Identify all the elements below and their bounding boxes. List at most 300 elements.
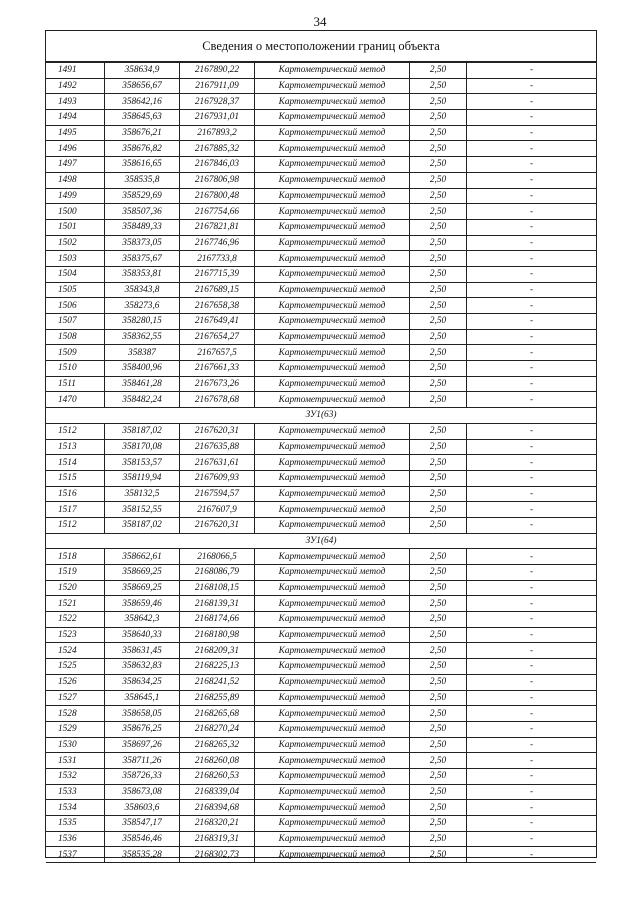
x-coordinate-cell: 358362,55 <box>105 329 180 345</box>
description-cell: - <box>467 141 597 157</box>
method-cell: Картометрический метод <box>255 392 410 408</box>
point-number-cell: 1512 <box>46 423 105 439</box>
precision-cell: 2,50 <box>410 517 467 533</box>
precision-cell: 2,50 <box>410 423 467 439</box>
description-cell: - <box>467 800 597 816</box>
x-coordinate-cell: 358132,5 <box>105 486 180 502</box>
point-number-cell: 1497 <box>46 157 105 173</box>
description-cell: - <box>467 423 597 439</box>
point-number-cell: 1498 <box>46 172 105 188</box>
y-coordinate-cell: 2168260,08 <box>180 753 255 769</box>
x-coordinate-cell: 358187,02 <box>105 517 180 533</box>
precision-cell: 2,50 <box>410 141 467 157</box>
x-coordinate-cell: 358187,02 <box>105 423 180 439</box>
point-number-cell: 1501 <box>46 219 105 235</box>
table-row <box>46 768 596 784</box>
method-cell: Картометрический метод <box>255 753 410 769</box>
precision-cell: 2,50 <box>410 314 467 330</box>
precision-cell: 2,50 <box>410 565 467 581</box>
x-coordinate-cell: 358673,08 <box>105 784 180 800</box>
description-cell: - <box>467 612 597 628</box>
x-coordinate-cell: 358631,45 <box>105 643 180 659</box>
point-number-cell: 1515 <box>46 470 105 486</box>
point-number-cell: 1535 <box>46 816 105 832</box>
x-coordinate-cell: 358656,67 <box>105 78 180 94</box>
table-row <box>46 659 596 675</box>
point-number-cell: 1533 <box>46 784 105 800</box>
table-row <box>46 94 596 110</box>
precision-cell: 2,50 <box>410 659 467 675</box>
precision-cell: 2,50 <box>410 78 467 94</box>
description-cell: - <box>467 125 597 141</box>
method-cell: Картометрический метод <box>255 235 410 251</box>
section-label-row <box>46 533 596 549</box>
description-cell: - <box>467 266 597 282</box>
x-coordinate-cell: 358676,21 <box>105 125 180 141</box>
x-coordinate-cell: 358170,08 <box>105 439 180 455</box>
table-row <box>46 643 596 659</box>
x-coordinate-cell: 358669,25 <box>105 565 180 581</box>
method-cell: Картометрический метод <box>255 659 410 675</box>
precision-cell: 2,50 <box>410 486 467 502</box>
x-coordinate-cell: 358529,69 <box>105 188 180 204</box>
method-cell: Картометрический метод <box>255 847 410 863</box>
x-coordinate-cell: 358659,46 <box>105 596 180 612</box>
table-row <box>46 439 596 455</box>
point-number-cell: 1511 <box>46 376 105 392</box>
method-cell: Картометрический метод <box>255 627 410 643</box>
table-row <box>46 298 596 314</box>
y-coordinate-cell: 2168394,68 <box>180 800 255 816</box>
y-coordinate-cell: 2167911,09 <box>180 78 255 94</box>
method-cell: Картометрический метод <box>255 141 410 157</box>
precision-cell: 2,50 <box>410 737 467 753</box>
point-number-cell: 1500 <box>46 204 105 220</box>
x-coordinate-cell: 358711,26 <box>105 753 180 769</box>
table-row <box>46 251 596 267</box>
y-coordinate-cell: 2167609,93 <box>180 470 255 486</box>
x-coordinate-cell: 358645,1 <box>105 690 180 706</box>
method-cell: Картометрический метод <box>255 63 410 79</box>
precision-cell: 2,50 <box>410 721 467 737</box>
method-cell: Картометрический метод <box>255 612 410 628</box>
y-coordinate-cell: 2168319,31 <box>180 831 255 847</box>
y-coordinate-cell: 2168320,21 <box>180 816 255 832</box>
description-cell: - <box>467 282 597 298</box>
description-cell: - <box>467 502 597 518</box>
x-coordinate-cell: 358507,36 <box>105 204 180 220</box>
description-cell: - <box>467 439 597 455</box>
y-coordinate-cell: 2167635,88 <box>180 439 255 455</box>
description-cell: - <box>467 549 597 565</box>
x-coordinate-cell: 358119,94 <box>105 470 180 486</box>
y-coordinate-cell: 2168209,31 <box>180 643 255 659</box>
x-coordinate-cell: 358634,25 <box>105 674 180 690</box>
x-coordinate-cell: 358461,28 <box>105 376 180 392</box>
table-row <box>46 314 596 330</box>
y-coordinate-cell: 2168260,53 <box>180 768 255 784</box>
description-cell: - <box>467 345 597 361</box>
method-cell: Картометрический метод <box>255 94 410 110</box>
method-cell: Картометрический метод <box>255 721 410 737</box>
table-row <box>46 721 596 737</box>
method-cell: Картометрический метод <box>255 517 410 533</box>
method-cell: Картометрический метод <box>255 251 410 267</box>
table-row <box>46 282 596 298</box>
method-cell: Картометрический метод <box>255 376 410 392</box>
table-row <box>46 392 596 408</box>
boundary-table-frame <box>45 30 597 858</box>
table-row <box>46 627 596 643</box>
x-coordinate-cell: 358280,15 <box>105 314 180 330</box>
method-cell: Картометрический метод <box>255 455 410 471</box>
y-coordinate-cell: 2167733,8 <box>180 251 255 267</box>
point-number-cell: 1530 <box>46 737 105 753</box>
method-cell: Картометрический метод <box>255 329 410 345</box>
x-coordinate-cell: 358726,33 <box>105 768 180 784</box>
x-coordinate-cell: 358387 <box>105 345 180 361</box>
y-coordinate-cell: 2167649,41 <box>180 314 255 330</box>
y-coordinate-cell: 2168174,66 <box>180 612 255 628</box>
table-row <box>46 204 596 220</box>
method-cell: Картометрический метод <box>255 298 410 314</box>
table-row <box>46 706 596 722</box>
description-cell: - <box>467 784 597 800</box>
x-coordinate-cell: 358676,25 <box>105 721 180 737</box>
x-coordinate-cell: 358153,57 <box>105 455 180 471</box>
table-row <box>46 580 596 596</box>
point-number-cell: 1496 <box>46 141 105 157</box>
x-coordinate-cell: 358400,96 <box>105 361 180 377</box>
precision-cell: 2,50 <box>410 674 467 690</box>
precision-cell: 2,50 <box>410 219 467 235</box>
precision-cell: 2,50 <box>410 94 467 110</box>
description-cell: - <box>467 392 597 408</box>
table-row <box>46 361 596 377</box>
table-row <box>46 784 596 800</box>
table-row <box>46 455 596 471</box>
y-coordinate-cell: 2167678,68 <box>180 392 255 408</box>
description-cell: - <box>467 643 597 659</box>
x-coordinate-cell: 358634,9 <box>105 63 180 79</box>
y-coordinate-cell: 2167885,32 <box>180 141 255 157</box>
table-row <box>46 219 596 235</box>
y-coordinate-cell: 2167658,38 <box>180 298 255 314</box>
precision-cell: 2,50 <box>410 361 467 377</box>
description-cell: - <box>467 847 597 863</box>
description-cell: - <box>467 753 597 769</box>
table-row <box>46 596 596 612</box>
x-coordinate-cell: 358642,16 <box>105 94 180 110</box>
description-cell: - <box>467 314 597 330</box>
point-number-cell: 1518 <box>46 549 105 565</box>
precision-cell: 2,50 <box>410 455 467 471</box>
x-coordinate-cell: 358676,82 <box>105 141 180 157</box>
table-row <box>46 110 596 126</box>
y-coordinate-cell: 2168339,04 <box>180 784 255 800</box>
x-coordinate-cell: 358662,61 <box>105 549 180 565</box>
precision-cell: 2,50 <box>410 204 467 220</box>
precision-cell: 2,50 <box>410 768 467 784</box>
table-row <box>46 565 596 581</box>
precision-cell: 2,50 <box>410 706 467 722</box>
y-coordinate-cell: 2167620,31 <box>180 517 255 533</box>
method-cell: Картометрический метод <box>255 643 410 659</box>
point-number-cell: 1492 <box>46 78 105 94</box>
description-cell: - <box>467 157 597 173</box>
description-cell: - <box>467 235 597 251</box>
precision-cell: 2,50 <box>410 847 467 863</box>
x-coordinate-cell: 358375,67 <box>105 251 180 267</box>
method-cell: Картометрический метод <box>255 266 410 282</box>
description-cell: - <box>467 596 597 612</box>
method-cell: Картометрический метод <box>255 423 410 439</box>
coordinates-table-body <box>46 63 596 863</box>
x-coordinate-cell: 358546,46 <box>105 831 180 847</box>
method-cell: Картометрический метод <box>255 674 410 690</box>
description-cell: - <box>467 298 597 314</box>
method-cell: Картометрический метод <box>255 486 410 502</box>
description-cell: - <box>467 486 597 502</box>
precision-cell: 2,50 <box>410 784 467 800</box>
table-title: Сведения о местоположении границ объекта <box>46 31 596 62</box>
point-number-cell: 1537 <box>46 847 105 863</box>
point-number-cell: 1516 <box>46 486 105 502</box>
point-number-cell: 1532 <box>46 768 105 784</box>
x-coordinate-cell: 358373,05 <box>105 235 180 251</box>
description-cell: - <box>467 565 597 581</box>
point-number-cell: 1528 <box>46 706 105 722</box>
description-cell: - <box>467 455 597 471</box>
description-cell: - <box>467 831 597 847</box>
x-coordinate-cell: 358640,33 <box>105 627 180 643</box>
method-cell: Картометрический метод <box>255 314 410 330</box>
point-number-cell: 1523 <box>46 627 105 643</box>
precision-cell: 2,50 <box>410 502 467 518</box>
method-cell: Картометрический метод <box>255 800 410 816</box>
x-coordinate-cell: 358642,3 <box>105 612 180 628</box>
method-cell: Картометрический метод <box>255 219 410 235</box>
point-number-cell: 1526 <box>46 674 105 690</box>
precision-cell: 2,50 <box>410 643 467 659</box>
y-coordinate-cell: 2168086,79 <box>180 565 255 581</box>
point-number-cell: 1517 <box>46 502 105 518</box>
point-number-cell: 1512 <box>46 517 105 533</box>
precision-cell: 2,50 <box>410 345 467 361</box>
x-coordinate-cell: 358353,81 <box>105 266 180 282</box>
description-cell: - <box>467 816 597 832</box>
table-row <box>46 125 596 141</box>
y-coordinate-cell: 2167689,15 <box>180 282 255 298</box>
precision-cell: 2,50 <box>410 470 467 486</box>
y-coordinate-cell: 2167594,57 <box>180 486 255 502</box>
description-cell: - <box>467 361 597 377</box>
method-cell: Картометрический метод <box>255 282 410 298</box>
table-row <box>46 502 596 518</box>
method-cell: Картометрический метод <box>255 580 410 596</box>
method-cell: Картометрический метод <box>255 831 410 847</box>
table-row <box>46 831 596 847</box>
description-cell: - <box>467 580 597 596</box>
y-coordinate-cell: 2167657,5 <box>180 345 255 361</box>
y-coordinate-cell: 2167607,9 <box>180 502 255 518</box>
precision-cell: 2,50 <box>410 612 467 628</box>
y-coordinate-cell: 2167890,22 <box>180 63 255 79</box>
method-cell: Картометрический метод <box>255 125 410 141</box>
table-row <box>46 266 596 282</box>
table-row <box>46 517 596 533</box>
table-row <box>46 674 596 690</box>
y-coordinate-cell: 2168225,13 <box>180 659 255 675</box>
method-cell: Картометрический метод <box>255 737 410 753</box>
y-coordinate-cell: 2167673,26 <box>180 376 255 392</box>
precision-cell: 2,50 <box>410 596 467 612</box>
x-coordinate-cell: 358273,6 <box>105 298 180 314</box>
table-row <box>46 157 596 173</box>
x-coordinate-cell: 358632,83 <box>105 659 180 675</box>
point-number-cell: 1505 <box>46 282 105 298</box>
point-number-cell: 1491 <box>46 63 105 79</box>
y-coordinate-cell: 2168265,32 <box>180 737 255 753</box>
point-number-cell: 1534 <box>46 800 105 816</box>
y-coordinate-cell: 2167754,66 <box>180 204 255 220</box>
x-coordinate-cell: 358658,05 <box>105 706 180 722</box>
precision-cell: 2,50 <box>410 816 467 832</box>
method-cell: Картометрический метод <box>255 784 410 800</box>
point-number-cell: 1525 <box>46 659 105 675</box>
y-coordinate-cell: 2167928,37 <box>180 94 255 110</box>
description-cell: - <box>467 737 597 753</box>
description-cell: - <box>467 329 597 345</box>
method-cell: Картометрический метод <box>255 596 410 612</box>
point-number-cell: 1470 <box>46 392 105 408</box>
page-number: 34 <box>313 14 327 29</box>
method-cell: Картометрический метод <box>255 345 410 361</box>
precision-cell: 2,50 <box>410 188 467 204</box>
precision-cell: 2,50 <box>410 580 467 596</box>
y-coordinate-cell: 2167661,33 <box>180 361 255 377</box>
point-number-cell: 1494 <box>46 110 105 126</box>
description-cell: - <box>467 188 597 204</box>
point-number-cell: 1502 <box>46 235 105 251</box>
description-cell: - <box>467 706 597 722</box>
method-cell: Картометрический метод <box>255 204 410 220</box>
y-coordinate-cell: 2168255,89 <box>180 690 255 706</box>
method-cell: Картометрический метод <box>255 110 410 126</box>
description-cell: - <box>467 470 597 486</box>
table-row <box>46 800 596 816</box>
x-coordinate-cell: 358152,55 <box>105 502 180 518</box>
x-coordinate-cell: 358547,17 <box>105 816 180 832</box>
coordinates-table <box>46 62 596 863</box>
description-cell: - <box>467 110 597 126</box>
table-row <box>46 737 596 753</box>
precision-cell: 2,50 <box>410 690 467 706</box>
method-cell: Картометрический метод <box>255 565 410 581</box>
x-coordinate-cell: 358489,33 <box>105 219 180 235</box>
x-coordinate-cell: 358603,6 <box>105 800 180 816</box>
precision-cell: 2,50 <box>410 282 467 298</box>
point-number-cell: 1506 <box>46 298 105 314</box>
table-row <box>46 816 596 832</box>
table-row <box>46 345 596 361</box>
x-coordinate-cell: 358535,28 <box>105 847 180 863</box>
table-row <box>46 235 596 251</box>
table-row <box>46 141 596 157</box>
x-coordinate-cell: 358645,63 <box>105 110 180 126</box>
precision-cell: 2,50 <box>410 329 467 345</box>
table-row <box>46 423 596 439</box>
description-cell: - <box>467 674 597 690</box>
precision-cell: 2,50 <box>410 800 467 816</box>
method-cell: Картометрический метод <box>255 502 410 518</box>
y-coordinate-cell: 2167620,31 <box>180 423 255 439</box>
description-cell: - <box>467 690 597 706</box>
method-cell: Картометрический метод <box>255 188 410 204</box>
y-coordinate-cell: 2167800,48 <box>180 188 255 204</box>
x-coordinate-cell: 358697,26 <box>105 737 180 753</box>
point-number-cell: 1527 <box>46 690 105 706</box>
point-number-cell: 1520 <box>46 580 105 596</box>
y-coordinate-cell: 2167806,98 <box>180 172 255 188</box>
table-row <box>46 78 596 94</box>
precision-cell: 2,50 <box>410 157 467 173</box>
method-cell: Картометрический метод <box>255 78 410 94</box>
table-row <box>46 63 596 79</box>
table-row <box>46 847 596 863</box>
description-cell: - <box>467 219 597 235</box>
section-label: ЗУ1(64) <box>46 533 596 549</box>
method-cell: Картометрический метод <box>255 768 410 784</box>
description-cell: - <box>467 94 597 110</box>
table-row <box>46 172 596 188</box>
point-number-cell: 1521 <box>46 596 105 612</box>
description-cell: - <box>467 517 597 533</box>
y-coordinate-cell: 2167631,61 <box>180 455 255 471</box>
precision-cell: 2,50 <box>410 251 467 267</box>
point-number-cell: 1507 <box>46 314 105 330</box>
precision-cell: 2,50 <box>410 753 467 769</box>
point-number-cell: 1522 <box>46 612 105 628</box>
point-number-cell: 1504 <box>46 266 105 282</box>
point-number-cell: 1508 <box>46 329 105 345</box>
y-coordinate-cell: 2167654,27 <box>180 329 255 345</box>
point-number-cell: 1524 <box>46 643 105 659</box>
point-number-cell: 1493 <box>46 94 105 110</box>
y-coordinate-cell: 2168302,73 <box>180 847 255 863</box>
y-coordinate-cell: 2168139,31 <box>180 596 255 612</box>
precision-cell: 2,50 <box>410 125 467 141</box>
description-cell: - <box>467 376 597 392</box>
point-number-cell: 1499 <box>46 188 105 204</box>
table-row <box>46 690 596 706</box>
method-cell: Картометрический метод <box>255 172 410 188</box>
precision-cell: 2,50 <box>410 627 467 643</box>
y-coordinate-cell: 2168270,24 <box>180 721 255 737</box>
y-coordinate-cell: 2167893,2 <box>180 125 255 141</box>
table-row <box>46 188 596 204</box>
table-row <box>46 376 596 392</box>
y-coordinate-cell: 2168265,68 <box>180 706 255 722</box>
precision-cell: 2,50 <box>410 549 467 565</box>
point-number-cell: 1509 <box>46 345 105 361</box>
method-cell: Картометрический метод <box>255 816 410 832</box>
table-row <box>46 549 596 565</box>
precision-cell: 2,50 <box>410 439 467 455</box>
description-cell: - <box>467 721 597 737</box>
y-coordinate-cell: 2167821,81 <box>180 219 255 235</box>
section-label-row <box>46 408 596 424</box>
